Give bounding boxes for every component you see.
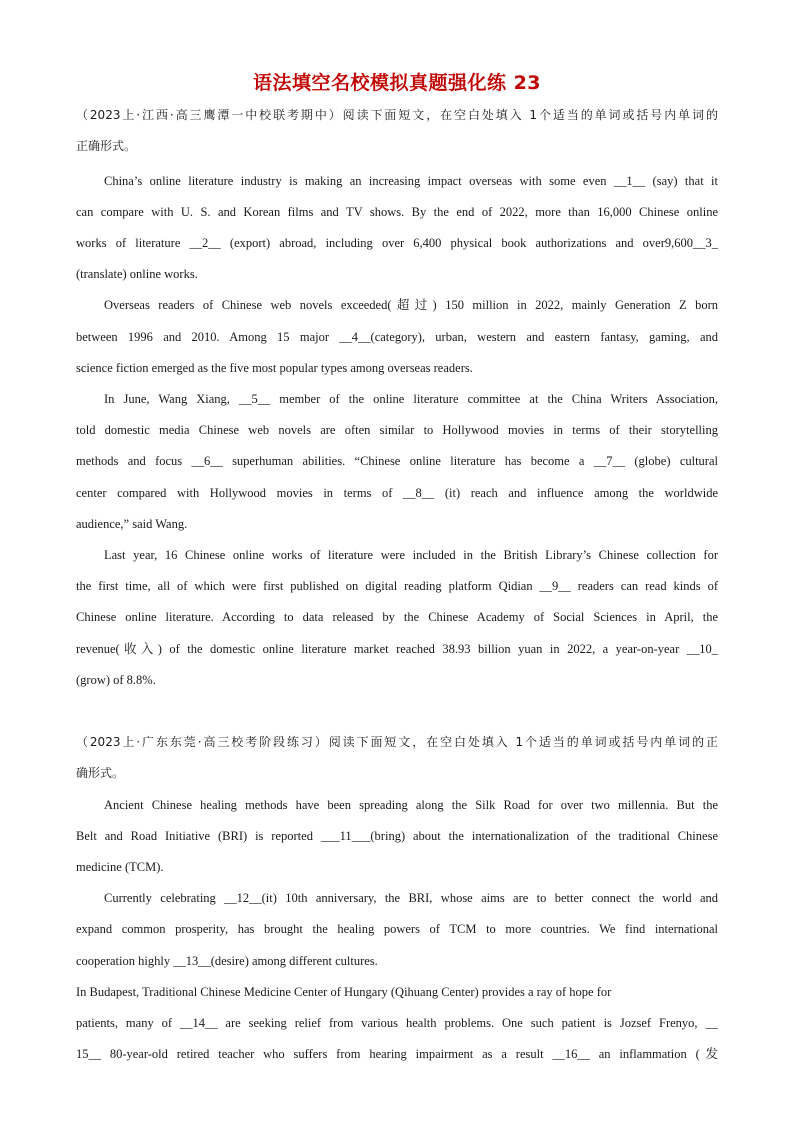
text-line: revenue(收入) of the domestic online literature market reached 38.93 billion yuan in 2022, a year-on-year __10_: [76, 642, 718, 656]
text-line: China’s online literature industry is making an increasing impact overseas with some even __1__ (say) that it: [104, 174, 718, 188]
text-line: patients, many of __14__ are seeking relief from various health problems. One such patient is Jozsef Frenyo, __: [76, 1016, 718, 1030]
text-line: Ancient Chinese healing methods have been spreading along the Silk Road for over two millennia. But the: [104, 798, 718, 812]
text-line: (translate) online works.: [76, 267, 198, 281]
page-title: 语法填空名校模拟真题强化练 23: [252, 72, 542, 94]
text-line: 确形式。: [76, 766, 125, 780]
text-line: science fiction emerged as the five most popular types among overseas readers.: [76, 361, 473, 375]
text-line: works of literature __2__ (export) abroad, including over 6,400 physical book authorizations and over9,600__3_: [76, 236, 718, 250]
text-line: Last year, 16 Chinese online works of literature were included in the British Library’s Chinese collection for: [104, 548, 718, 562]
text-line: In Budapest, Traditional Chinese Medicine Center of Hungary (Qihuang Center) provides a ray of hope for: [76, 985, 612, 999]
text-line: 正确形式。: [76, 139, 137, 153]
text-line: Chinese online literature. According to data released by the Chinese Academy of Social Sciences in April, the: [76, 610, 718, 624]
text-line: audience,” said Wang.: [76, 517, 188, 531]
text-line: methods and focus __6__ superhuman abilities. “Chinese online literature has become a __7__ (globe) cultural: [76, 454, 718, 468]
text-line: center compared with Hollywood movies in terms of __8__ (it) reach and influence among the worldwide: [76, 486, 718, 500]
text-line: In June, Wang Xiang, __5__ member of the online literature committee at the China Writers Association,: [104, 392, 718, 406]
text-line: cooperation highly __13__(desire) among different cultures.: [76, 954, 378, 968]
text-line: told domestic media Chinese web novels are often similar to Hollywood movies in terms of their storytelling: [76, 423, 718, 437]
text-line: (grow) of 8.8%.: [76, 673, 156, 687]
text-line: （2023上·广东东莞·高三校考阶段练习）阅读下面短文，在空白处填入 1个适当的单词或括号内单词的正: [76, 735, 718, 749]
text-line: Currently celebrating __12__(it) 10th anniversary, the BRI, whose aims are to better connect the world and: [104, 891, 718, 905]
text-line: the first time, all of which were first published on digital reading platform Qidian __9__ readers can read kinds of: [76, 579, 718, 593]
text-line: expand common prosperity, has brought the healing powers of TCM to more countries. We find international: [76, 922, 718, 936]
text-line: Overseas readers of Chinese web novels exceeded(超过) 150 million in 2022, mainly Generation Z born: [104, 298, 718, 312]
text-line: medicine (TCM).: [76, 860, 164, 874]
text-line: 15__ 80-year-old retired teacher who suffers from hearing impairment as a result __16__ an inflammation (发: [76, 1047, 718, 1061]
text-line: can compare with U. S. and Korean films and TV shows. By the end of 2022, more than 16,000 Chinese online: [76, 205, 718, 219]
text-line: Belt and Road Initiative (BRI) is reported ___11___(bring) about the internationalization of the traditional Chinese: [76, 829, 718, 843]
text-line: between 1996 and 2010. Among 15 major __4__(category), urban, western and eastern fantasy, gaming, and: [76, 330, 718, 344]
text-line: （2023上·江西·高三鹰潭一中校联考期中）阅读下面短文，在空白处填入 1个适当的单词或括号内单词的: [76, 108, 718, 122]
